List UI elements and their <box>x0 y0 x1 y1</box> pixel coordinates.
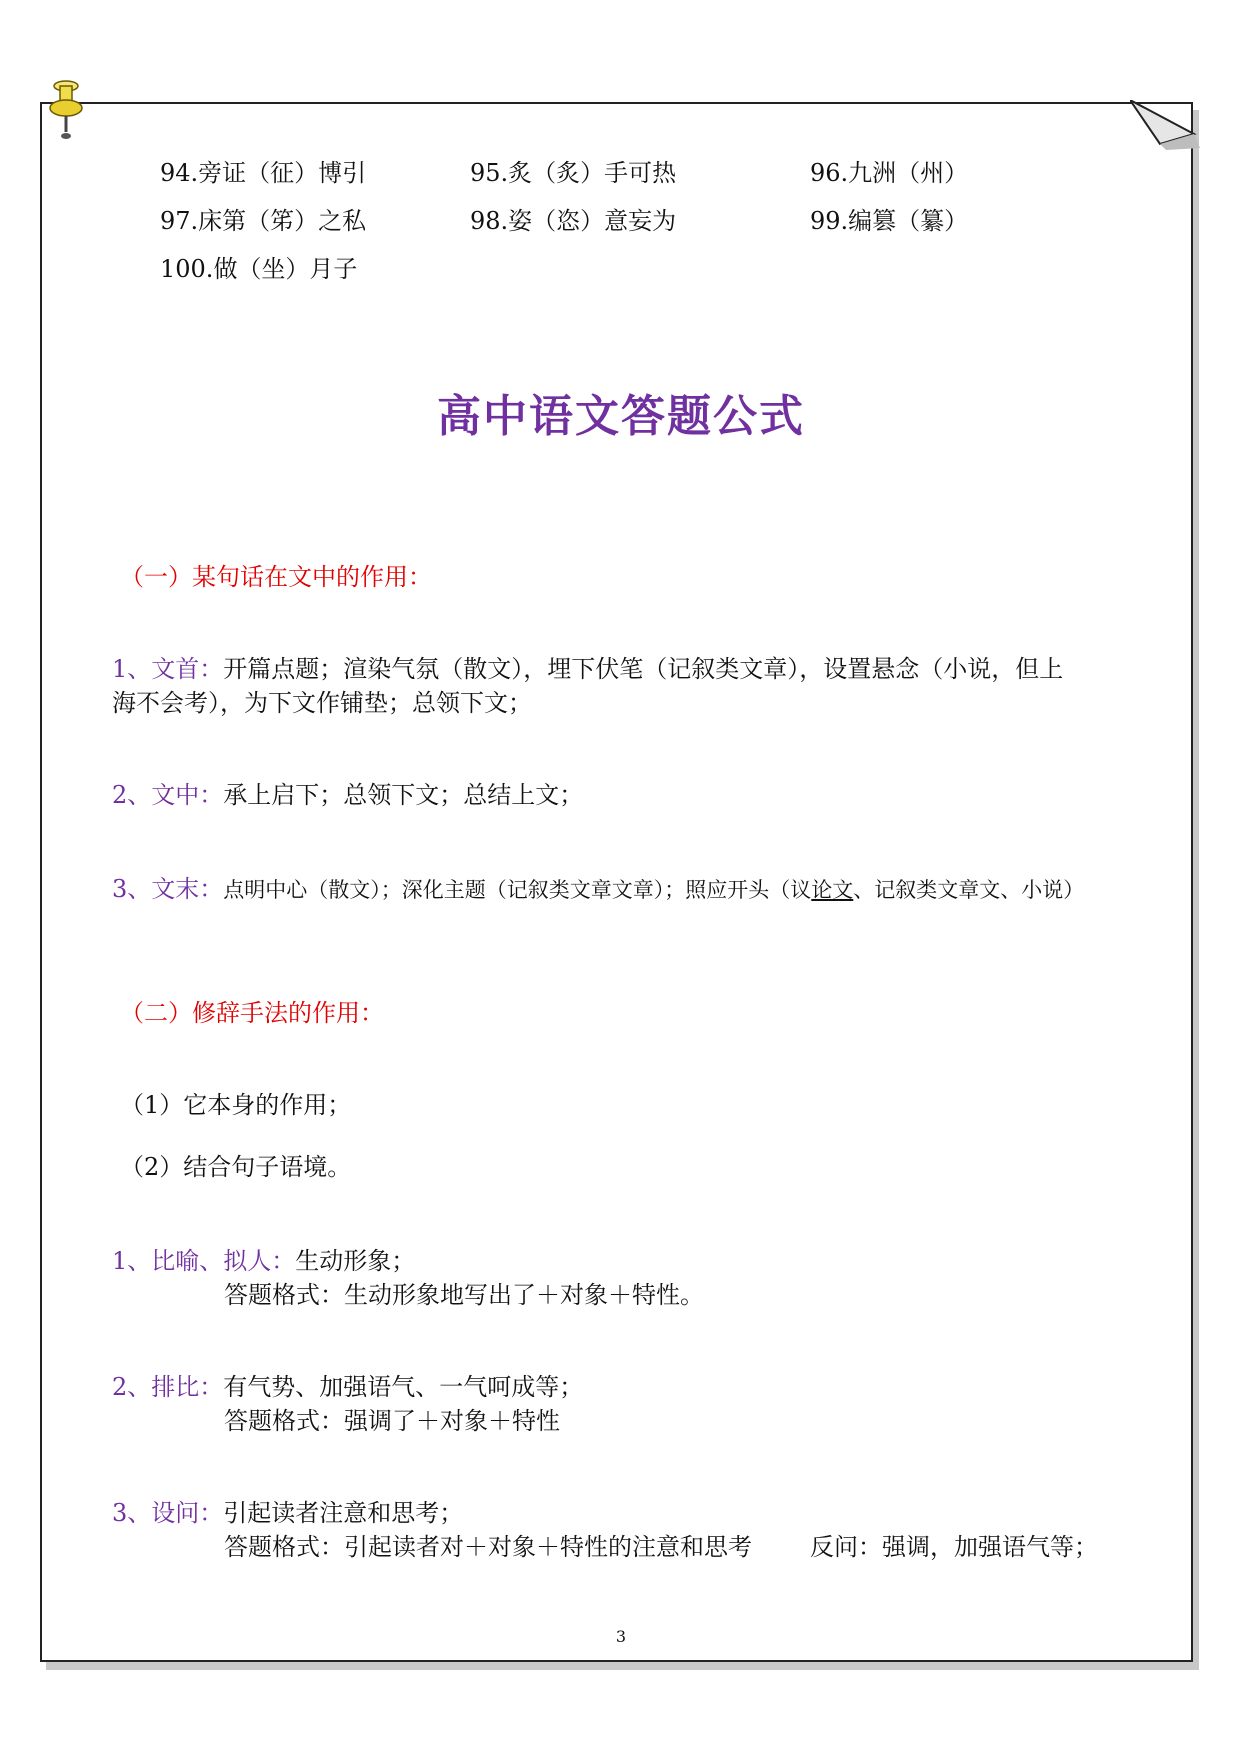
rhetoric-3 <box>112 1498 463 1528</box>
s1-item1-line1: 开篇点题；渲染气氛（散文），埋下伏笔（记叙类文章），设置悬念（小说，但上 <box>223 655 1064 683</box>
section1-heading: （一）某句话在文中的作用： <box>120 563 432 591</box>
page-number: 3 <box>615 1627 627 1646</box>
s1-item1-label: 1、文首： <box>112 655 224 683</box>
s1-item3 <box>112 874 1084 905</box>
s1-item2-label: 2、文中： <box>112 781 224 809</box>
s1-item3-text-underlined: 论文 <box>811 878 854 902</box>
rhetoric-1 <box>112 1246 415 1276</box>
s2-point1: （1）它本身的作用； <box>120 1091 352 1119</box>
page-curl-icon <box>1130 100 1200 150</box>
vocab-item: 100.做（坐）月子 <box>160 255 358 283</box>
rhetoric-3-format: 答题格式：引起读者对＋对象＋特性的注意和思考 <box>224 1533 752 1561</box>
rhetoric-2 <box>112 1372 583 1402</box>
s1-item3-label: 3、文末： <box>112 875 224 903</box>
rhetoric-1-label: 1、比喻、拟人： <box>112 1247 296 1275</box>
s1-item3-text-a: 点明中心（散文）；深化主题（记叙类文章文章）；照应开头（议 <box>223 878 812 902</box>
pushpin-icon <box>44 80 88 142</box>
vocab-item: 94.旁证（征）博引 <box>160 159 367 187</box>
vocab-item: 98.姿（恣）意妄为 <box>470 207 677 235</box>
vocab-item: 97.床第（笫）之私 <box>160 207 367 235</box>
s1-item2 <box>112 780 583 810</box>
s1-item1 <box>112 654 1063 684</box>
vocab-item: 95.炙（炙）手可热 <box>470 159 677 187</box>
rhetoric-2-label: 2、排比： <box>112 1373 224 1401</box>
rhetoric-2-text: 有气势、加强语气、一气呵成等； <box>223 1373 584 1401</box>
s1-item1-line2: 海不会考），为下文作铺垫；总领下文； <box>112 689 532 717</box>
section2-heading: （二）修辞手法的作用： <box>120 999 384 1027</box>
page-title: 高中语文答题公式 <box>437 391 805 442</box>
vocab-item: 99.编篡（纂） <box>810 207 969 235</box>
rhetoric-2-format: 答题格式：强调了＋对象＋特性 <box>224 1407 560 1435</box>
s2-point2: （2）结合句子语境。 <box>120 1153 352 1181</box>
rhetoric-3-extra: 反问：强调，加强语气等； <box>810 1533 1098 1561</box>
s1-item3-text-b: 、记叙类文章文、小说） <box>853 878 1085 902</box>
vocab-item: 96.九洲（州） <box>810 159 969 187</box>
s1-item2-text: 承上启下；总领下文；总结上文； <box>223 781 584 809</box>
rhetoric-1-format: 答题格式：生动形象地写出了＋对象＋特性。 <box>224 1281 704 1309</box>
rhetoric-3-text: 引起读者注意和思考； <box>223 1499 464 1527</box>
rhetoric-3-label: 3、设问： <box>112 1499 224 1527</box>
rhetoric-1-text: 生动形象； <box>295 1247 416 1275</box>
